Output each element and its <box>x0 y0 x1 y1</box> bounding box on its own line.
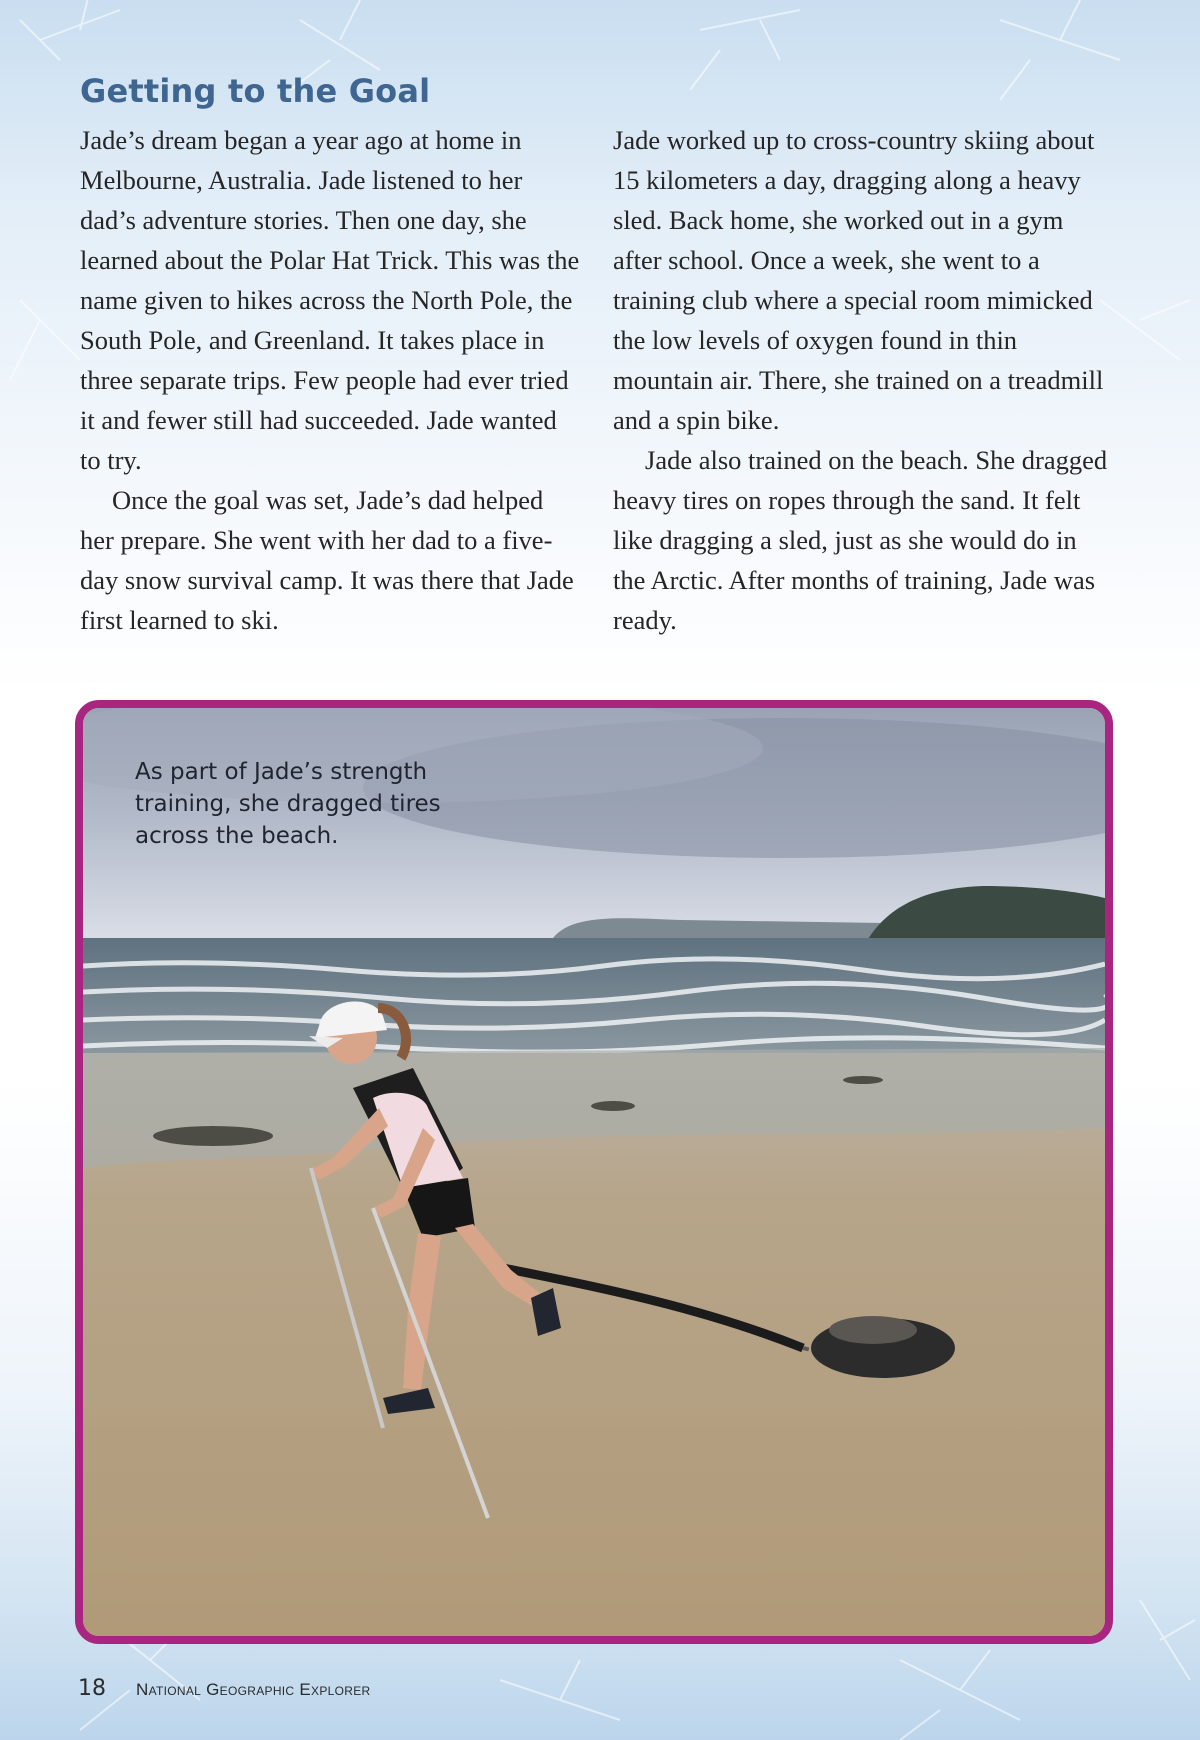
left-column <box>80 120 580 640</box>
photo-frame <box>75 700 1113 1644</box>
right-column <box>613 120 1113 640</box>
page-number: 18 <box>78 1676 106 1701</box>
page-footer <box>78 1676 371 1701</box>
photo-caption: As part of Jade’s strength training, she dragged tires across the beach. <box>135 759 441 849</box>
paragraph: Jade also trained on the beach. She dragged heavy tires on ropes through the sand. It felt like dragging a sled, just as she would do in the Arctic. After months of training, Jade was ready. <box>613 445 1108 635</box>
section-heading: Getting to the Goal <box>80 72 431 110</box>
paragraph: Jade worked up to cross-country skiing about 15 kilometers a day, dragging along a heavy sled. Back home, she worked out in a gym after school. Once a week, she went to a training club where a special room mimicked the low levels of oxygen found in thin mountain air. There, she trained on a treadmill and a spin bike. <box>613 125 1104 435</box>
magazine-name: National Geographic Explorer <box>136 1680 371 1699</box>
paragraph: Jade’s dream began a year ago at home in Melbourne, Australia. Jade listened to her dad’s adventure stories. Then one day, she learned about the Polar Hat Trick. This was the name given to hikes across the North Pole, the South Pole, and Greenland. It takes place in three separate trips. Few people had ever tried it and fewer still had succeeded. Jade wanted to try. <box>80 125 580 475</box>
paragraph: Once the goal was set, Jade’s dad helped her prepare. She went with her dad to a five-day snow survival camp. It was there that Jade first learned to ski. <box>80 485 574 635</box>
